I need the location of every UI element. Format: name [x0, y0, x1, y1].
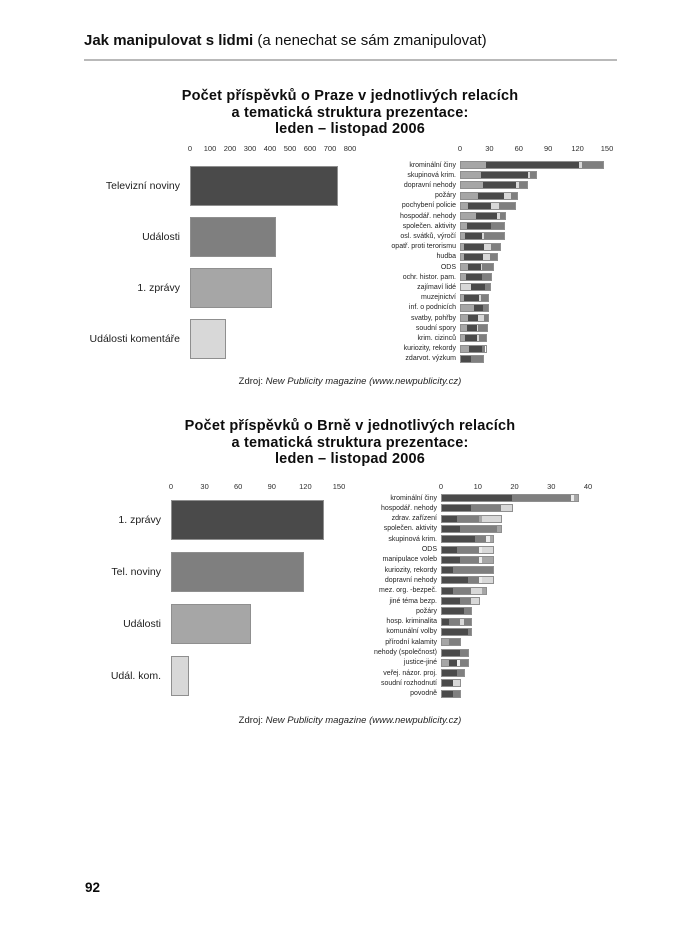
- page-header: [84, 32, 616, 49]
- bar-segment: [442, 619, 449, 625]
- bar-segment: [461, 162, 486, 168]
- x-axis-tick-label: 100: [203, 144, 217, 153]
- source-prefix: Zdroj:: [238, 715, 266, 726]
- bar-segment: [453, 691, 460, 697]
- bar-segment: [474, 305, 483, 311]
- bar-segment: [453, 680, 460, 686]
- stacked-bar: [441, 494, 579, 502]
- source-text: New Publicity magazine (www.newpublicity.cz): [265, 376, 462, 387]
- bar-segment: [457, 516, 479, 522]
- bar-segment: [457, 670, 464, 676]
- bar-segment: [442, 495, 512, 501]
- bar-segment: [476, 213, 498, 219]
- bar-segment: [460, 598, 471, 604]
- bar-segment: [475, 536, 486, 542]
- bar-segment: [582, 162, 603, 168]
- x-axis-tick-label: 0: [187, 144, 193, 153]
- bar: [190, 166, 338, 206]
- bar-category-label: Tel. noviny: [111, 565, 161, 578]
- bar: [171, 604, 251, 644]
- row-category-label: mez. org. -bezpeč.: [379, 587, 437, 595]
- row-category-label: hosp. kriminalita: [386, 618, 437, 626]
- row-category-label: pochybení policie: [401, 202, 456, 210]
- page-number: 92: [85, 880, 101, 895]
- bar-segment: [482, 264, 494, 270]
- bar-segment: [464, 295, 479, 301]
- bar-segment: [530, 172, 537, 178]
- title-line: leden – listopad 2006: [274, 121, 426, 137]
- stacked-bar: [460, 243, 501, 251]
- brno-relations-bar-chart: [70, 470, 354, 722]
- row-category-label: společen. aktivity: [383, 525, 437, 533]
- row-category-label: kuriozity, rekordy: [384, 566, 437, 574]
- bar-segment: [482, 274, 492, 280]
- bar-segment: [467, 325, 477, 331]
- x-axis-tick-label: 0: [438, 482, 444, 491]
- stacked-bar: [441, 649, 469, 657]
- bar-segment: [461, 346, 469, 352]
- bar: [171, 552, 304, 592]
- stacked-bar: [441, 566, 494, 574]
- bar-segment: [484, 315, 489, 321]
- row-category-label: hudba: [436, 253, 456, 261]
- praha-topics-stacked-chart: [378, 140, 624, 372]
- bar: [171, 500, 324, 540]
- row-category-label: hospodář. nehody: [380, 504, 437, 512]
- source-prefix: Zdroj:: [238, 376, 266, 387]
- source-text: New Publicity magazine (www.newpublicity.cz): [265, 715, 462, 726]
- stacked-bar: [460, 232, 505, 240]
- stacked-bar: [441, 618, 472, 626]
- stacked-bar: [460, 314, 489, 322]
- bar-segment: [461, 203, 468, 209]
- x-axis-tick-label: 90: [267, 482, 276, 491]
- bar-segment: [511, 193, 517, 199]
- row-category-label: inf. o podnicích: [408, 304, 456, 312]
- bar-segment: [442, 691, 453, 697]
- bar-category-label: Udál. kom.: [110, 669, 161, 682]
- bar-segment: [482, 346, 486, 352]
- figure-brno: [0, 418, 700, 734]
- bar-segment: [464, 608, 471, 614]
- header-title-paren: (a nenechat se sám zmanipulovat): [253, 32, 487, 49]
- row-category-label: požáry: [415, 607, 437, 615]
- bar-segment: [479, 335, 487, 341]
- figure-brno-title: [0, 418, 700, 468]
- stacked-bar: [441, 576, 494, 584]
- row-category-label: jiné téma bezp.: [389, 597, 437, 605]
- bar-segment: [449, 639, 460, 645]
- bar-segment: [497, 526, 501, 532]
- x-axis-tick-label: 150: [332, 482, 346, 491]
- bar-segment: [442, 505, 471, 511]
- bar-segment: [483, 305, 489, 311]
- stacked-bar: [460, 192, 518, 200]
- title-line: a tematická struktura prezentace:: [231, 434, 469, 451]
- bar-segment: [482, 557, 493, 563]
- bar-segment: [453, 567, 493, 573]
- bar-segment: [478, 325, 488, 331]
- bar-segment: [482, 547, 493, 553]
- bar-segment: [491, 244, 500, 250]
- stacked-bar: [460, 273, 492, 281]
- bar-category-label: 1. zprávy: [137, 281, 180, 294]
- header-title-bold: Jak manipulovat s lidmi: [84, 32, 254, 49]
- row-category-label: zdrav. zařízení: [391, 515, 437, 523]
- bar-segment: [468, 203, 492, 209]
- x-axis-tick-label: 600: [303, 144, 317, 153]
- x-axis-tick-label: 800: [343, 144, 357, 153]
- stacked-bar: [441, 679, 461, 687]
- bar-category-label: 1. zprávy: [118, 513, 161, 526]
- figure-praha-source: [0, 376, 700, 387]
- bar-segment: [484, 244, 492, 250]
- bar-segment: [449, 660, 456, 666]
- stacked-bar: [460, 304, 489, 312]
- row-category-label: krominální činy: [409, 161, 456, 169]
- stacked-bar: [441, 628, 472, 636]
- stacked-bar: [460, 202, 516, 210]
- row-category-label: ODS: [421, 546, 437, 553]
- bar-segment: [460, 650, 467, 656]
- bar-segment: [500, 213, 505, 219]
- stacked-bar: [441, 690, 461, 698]
- title-line: Počet příspěvků o Praze v jednotlivých relacích: [181, 88, 519, 104]
- bar-segment: [442, 516, 457, 522]
- stacked-bar: [441, 504, 513, 512]
- bar-segment: [465, 233, 482, 239]
- row-category-label: skupinová krim.: [407, 171, 456, 179]
- x-axis-tick-label: 200: [223, 144, 237, 153]
- bar-segment: [442, 547, 457, 553]
- stacked-bar: [460, 181, 528, 189]
- figure-praha-title: [0, 88, 700, 138]
- stacked-bar: [460, 334, 487, 342]
- row-category-label: svatby, pohřby: [410, 314, 456, 322]
- row-category-label: muzejnictví: [420, 294, 456, 302]
- stacked-bar: [460, 294, 489, 302]
- bar-segment: [499, 203, 515, 209]
- bar-segment: [442, 608, 464, 614]
- bar-segment: [442, 526, 460, 532]
- bar-segment: [481, 295, 489, 301]
- x-axis-tick-label: 20: [510, 482, 519, 491]
- x-axis-tick-label: 30: [485, 144, 494, 153]
- x-axis-tick-label: 0: [457, 144, 463, 153]
- bar-segment: [478, 193, 504, 199]
- bar-segment: [471, 356, 483, 362]
- bar-segment: [442, 639, 449, 645]
- bar-segment: [465, 335, 477, 341]
- row-category-label: opatř. proti terorismu: [391, 243, 456, 251]
- x-axis-tick-label: 90: [544, 144, 553, 153]
- stacked-bar: [441, 638, 461, 646]
- title-line: leden – listopad 2006: [274, 451, 426, 467]
- bar-segment: [460, 526, 497, 532]
- figure-brno-source: [0, 715, 700, 726]
- row-category-label: osl. svátků, výročí: [400, 232, 456, 240]
- row-category-label: ochr. histor. pam.: [402, 273, 456, 281]
- bar-segment: [460, 660, 467, 666]
- bar-segment: [461, 284, 471, 290]
- bar-segment: [485, 284, 490, 290]
- bar-segment: [461, 264, 468, 270]
- bar-segment: [457, 547, 479, 553]
- row-category-label: soudní rozhodnutí: [380, 679, 437, 687]
- bar-segment: [442, 650, 460, 656]
- stacked-bar: [441, 659, 469, 667]
- row-category-label: komunální volby: [386, 628, 437, 636]
- row-category-label: skupinová krim.: [388, 535, 437, 543]
- x-axis-tick-label: 0: [168, 482, 174, 491]
- stacked-bar: [460, 345, 487, 353]
- bar-segment: [501, 505, 512, 511]
- bar-segment: [453, 588, 471, 594]
- stacked-bar: [460, 171, 537, 179]
- stacked-bar: [441, 546, 494, 554]
- bar: [190, 319, 226, 359]
- bar-segment: [464, 254, 483, 260]
- x-axis-tick-label: 400: [263, 144, 277, 153]
- stacked-bar: [460, 283, 491, 291]
- stacked-bar: [460, 263, 494, 271]
- praha-relations-bar-chart: [84, 140, 368, 372]
- bar-segment: [464, 619, 471, 625]
- row-category-label: hospodář. nehody: [399, 212, 456, 220]
- bar-segment: [481, 172, 528, 178]
- row-category-label: požáry: [434, 192, 456, 200]
- bar: [190, 268, 272, 308]
- figure-praha: [0, 88, 700, 400]
- bar-segment: [442, 680, 453, 686]
- bar-segment: [442, 598, 460, 604]
- stacked-bar: [460, 324, 488, 332]
- row-category-label: zdarvot. výzkum: [405, 355, 456, 363]
- row-category-label: zajímaví lidé: [417, 283, 456, 291]
- bar-segment: [442, 629, 468, 635]
- bar-segment: [464, 244, 484, 250]
- bar-segment: [461, 213, 476, 219]
- bar-segment: [490, 254, 497, 260]
- bar-category-label: Události: [142, 230, 180, 243]
- stacked-bar: [460, 355, 484, 363]
- x-axis-tick-label: 60: [514, 144, 523, 153]
- bar-segment: [461, 172, 481, 178]
- bar-segment: [483, 254, 491, 260]
- stacked-bar: [460, 161, 604, 169]
- bar-segment: [482, 577, 493, 583]
- bar-segment: [460, 557, 478, 563]
- bar-segment: [466, 274, 482, 280]
- row-category-label: justice-jiné: [403, 659, 437, 667]
- stacked-bar: [460, 222, 505, 230]
- x-axis-tick-label: 150: [600, 144, 614, 153]
- bar-segment: [482, 588, 486, 594]
- bar-segment: [491, 223, 504, 229]
- bar-segment: [442, 536, 475, 542]
- row-category-label: dopravní nehody: [384, 576, 437, 584]
- bar-segment: [449, 619, 460, 625]
- bar-segment: [574, 495, 578, 501]
- bar-segment: [461, 315, 468, 321]
- x-axis-tick-label: 10: [473, 482, 482, 491]
- bar-segment: [442, 670, 457, 676]
- bar-segment: [468, 577, 479, 583]
- row-category-label: krominální činy: [390, 494, 437, 502]
- row-category-label: dopravní nehody: [403, 181, 456, 189]
- bar: [190, 217, 276, 257]
- bar-segment: [468, 315, 478, 321]
- bar: [171, 656, 189, 696]
- bar-segment: [461, 193, 478, 199]
- row-category-label: manipulace voleb: [382, 556, 437, 564]
- title-line: a tematická struktura prezentace:: [231, 104, 469, 121]
- stacked-bar: [441, 669, 465, 677]
- row-category-label: krim. cizinců: [417, 334, 456, 342]
- bar-segment: [468, 264, 481, 270]
- row-category-label: veřej. názor. proj.: [383, 669, 437, 677]
- bar-category-label: Události: [123, 617, 161, 630]
- bar-segment: [486, 162, 578, 168]
- bar-segment: [442, 577, 468, 583]
- x-axis-tick-label: 120: [299, 482, 312, 491]
- bar-segment: [471, 598, 478, 604]
- row-category-label: povodně: [410, 690, 437, 698]
- row-category-label: společen. aktivity: [402, 222, 456, 230]
- bar-category-label: Události komentáře: [89, 332, 180, 345]
- bar-segment: [461, 356, 471, 362]
- x-axis-tick-label: 30: [200, 482, 209, 491]
- bar-segment: [483, 182, 516, 188]
- stacked-bar: [441, 597, 480, 605]
- bar-segment: [484, 233, 505, 239]
- title-line: Počet příspěvků o Brně v jednotlivých relacích: [184, 418, 516, 434]
- stacked-bar: [441, 587, 487, 595]
- bar-segment: [490, 536, 494, 542]
- bar-segment: [471, 505, 500, 511]
- bar-segment: [482, 516, 500, 522]
- brno-topics-stacked-chart: [355, 470, 607, 722]
- row-category-label: nehody (společnost): [373, 649, 437, 656]
- stacked-bar: [441, 607, 472, 615]
- row-category-label: soudní spory: [415, 324, 456, 332]
- bar-segment: [504, 193, 511, 199]
- bar-segment: [471, 588, 482, 594]
- stacked-bar: [441, 556, 494, 564]
- bar-segment: [442, 660, 449, 666]
- bar-segment: [442, 557, 460, 563]
- stacked-bar: [460, 212, 506, 220]
- bar-segment: [519, 182, 527, 188]
- x-axis-tick-label: 300: [243, 144, 257, 153]
- x-axis-tick-label: 40: [583, 482, 593, 491]
- row-category-label: kuriozity, rekordy: [403, 345, 456, 353]
- x-axis-tick-label: 30: [547, 482, 556, 491]
- bar-segment: [442, 588, 453, 594]
- header-rule: [84, 59, 617, 61]
- x-axis-tick-label: 60: [234, 482, 243, 491]
- row-category-label: přírodní kalamity: [385, 638, 437, 646]
- bar-category-label: Televizní noviny: [105, 179, 180, 192]
- bar-segment: [491, 203, 499, 209]
- bar-segment: [469, 346, 482, 352]
- bar-segment: [461, 182, 483, 188]
- bar-segment: [442, 567, 453, 573]
- bar-segment: [467, 223, 492, 229]
- stacked-bar: [441, 525, 502, 533]
- stacked-bar: [441, 515, 502, 523]
- x-axis-tick-label: 700: [323, 144, 337, 153]
- stacked-bar: [460, 253, 498, 261]
- x-axis-tick-label: 120: [571, 144, 584, 153]
- bar-segment: [461, 305, 474, 311]
- bar-segment: [471, 284, 486, 290]
- x-axis-tick-label: 500: [283, 144, 297, 153]
- bar-segment: [512, 495, 571, 501]
- row-category-label: ODS: [440, 263, 456, 271]
- stacked-bar: [441, 535, 494, 543]
- bar-segment: [468, 629, 472, 635]
